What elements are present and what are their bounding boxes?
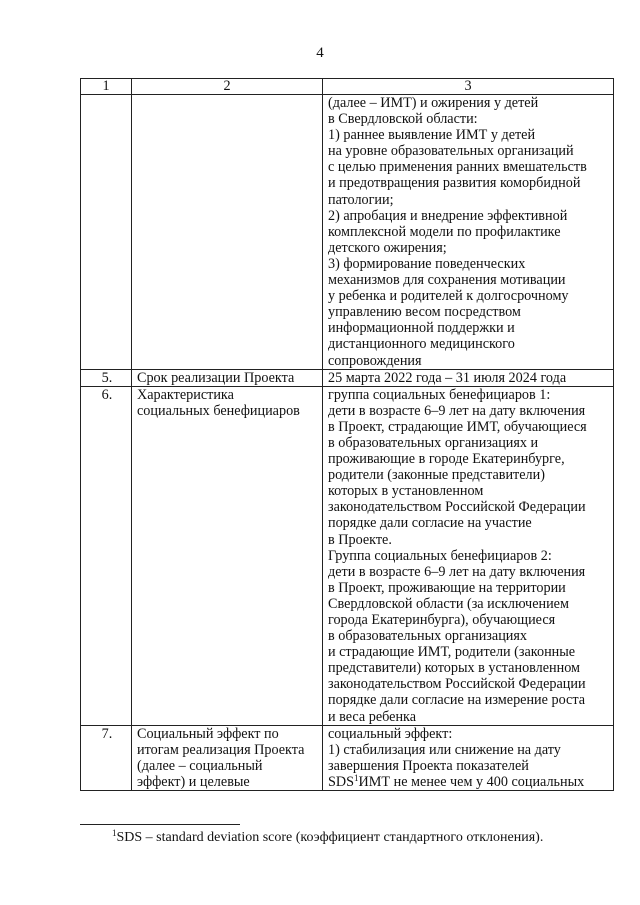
- title-line: итогам реализация Проекта: [137, 741, 305, 758]
- content-line: родители (законные представители): [328, 467, 545, 484]
- table-row: [81, 369, 614, 386]
- content-line: в Проект, проживающие на территории: [328, 579, 566, 596]
- content-line: на уровне образовательных организаций: [328, 143, 574, 160]
- content-line: с целью применения ранних вмешательств: [328, 159, 587, 176]
- content-line: Свердловской области (за исключением: [328, 595, 569, 612]
- content-line: 25 марта 2022 года – 31 июля 2024 года: [328, 369, 567, 386]
- table-row: [81, 95, 614, 370]
- content-line: социальный эффект:: [328, 725, 453, 742]
- row-title-cell: [132, 369, 323, 386]
- content-line: 1) раннее выявление ИМТ у детей: [328, 127, 536, 144]
- content-line: порядке дали согласие на участие: [328, 515, 532, 532]
- content-line: детского ожирения;: [328, 239, 447, 256]
- content-line: дети в возрасте 6–9 лет на дату включения: [328, 402, 586, 419]
- content-line: (далее – ИМТ) и ожирения у детей: [328, 95, 539, 111]
- content-line: у ребенка и родителей к долгосрочному: [328, 288, 569, 305]
- footnote-marker: 1: [112, 828, 117, 838]
- content-line: дистанционного медицинского: [328, 336, 515, 353]
- content-line: сопровождения: [328, 352, 422, 369]
- content-line: в Проект, страдающие ИМТ, обучающиеся: [328, 418, 587, 435]
- row-number-cell: 6.: [81, 386, 132, 725]
- row-number-cell: 5.: [81, 369, 132, 386]
- content-line: 2) апробация и внедрение эффективной: [328, 207, 568, 224]
- content-line: группа социальных бенефициаров 1:: [328, 386, 551, 403]
- table-row: [81, 725, 614, 790]
- footnote-ref: 1: [354, 772, 359, 783]
- content-line: механизмов для сохранения мотивации: [328, 272, 566, 289]
- content-line: патологии;: [328, 191, 394, 208]
- content-line: Группа социальных бенефициаров 2:: [328, 547, 552, 564]
- title-line: эффект) и целевые: [137, 773, 250, 790]
- content-line: законодательством Российской Федерации: [328, 676, 586, 693]
- title-line: Социальный эффект по: [137, 725, 279, 742]
- row-title-cell: [132, 386, 323, 725]
- content-line: в образовательных организациях и: [328, 434, 539, 451]
- title-line: Характеристика: [137, 386, 234, 403]
- content-line: и страдающие ИМТ, родители (законные: [328, 644, 576, 661]
- content-line: города Екатеринбурга), обучающиеся: [328, 612, 556, 628]
- content-line: 3) формирование поведенческих: [328, 255, 526, 272]
- content-line: управлению весом посредством: [328, 304, 521, 321]
- content-line: представители) которых в установленном: [328, 660, 581, 677]
- content-line: 1) стабилизация или снижение на дату: [328, 741, 561, 758]
- row-title-cell: [132, 725, 323, 790]
- project-table: [80, 78, 614, 791]
- content-line: и предотвращения развития коморбидной: [328, 175, 581, 192]
- content-line: в образовательных организациях: [328, 628, 528, 645]
- content-text: ИМТ не менее чем у 400 социальных: [358, 773, 585, 790]
- content-line: в Свердловской области:: [328, 111, 478, 128]
- content-line: порядке дали согласие на измерение роста: [328, 692, 586, 709]
- row-number-cell: 7.: [81, 725, 132, 790]
- content-line: завершения Проекта показателей: [328, 757, 529, 774]
- title-line: социальных бенефициаров: [137, 402, 300, 419]
- row-content-cell: [323, 95, 614, 370]
- content-line: информационной поддержки и: [328, 320, 515, 337]
- footnote-text: SDS – standard deviation score (коэффициент стандартного отклонения).: [116, 830, 544, 845]
- content-line: дети в возрасте 6–9 лет на дату включения: [328, 563, 586, 580]
- footnote: [112, 830, 543, 846]
- content-line: в Проекте.: [328, 531, 392, 548]
- header-col-2: 2: [132, 79, 323, 95]
- title-line: Срок реализации Проекта: [137, 369, 295, 386]
- content-line: законодательством Российской Федерации: [328, 499, 586, 516]
- row-number-cell: [81, 95, 132, 370]
- row-content-cell: [323, 386, 614, 725]
- title-line: (далее – социальный: [137, 757, 263, 774]
- content-line-with-footnote: [328, 774, 610, 790]
- table-header-row: [81, 79, 614, 95]
- page-number: 4: [316, 45, 324, 61]
- header-col-1: 1: [81, 79, 132, 95]
- content-line: проживающие в городе Екатеринбурге,: [328, 451, 565, 468]
- table-row: [81, 386, 614, 725]
- row-title-cell: [132, 95, 323, 370]
- header-col-3: 3: [323, 79, 614, 95]
- footnote-divider: [80, 824, 240, 825]
- content-line: и веса ребенка: [328, 708, 417, 725]
- content-line: которых в установленном: [328, 483, 484, 500]
- row-content-cell: [323, 725, 614, 790]
- sds-text: SDS: [328, 773, 355, 790]
- content-line: комплексной модели по профилактике: [328, 223, 561, 240]
- row-content-cell: [323, 369, 614, 386]
